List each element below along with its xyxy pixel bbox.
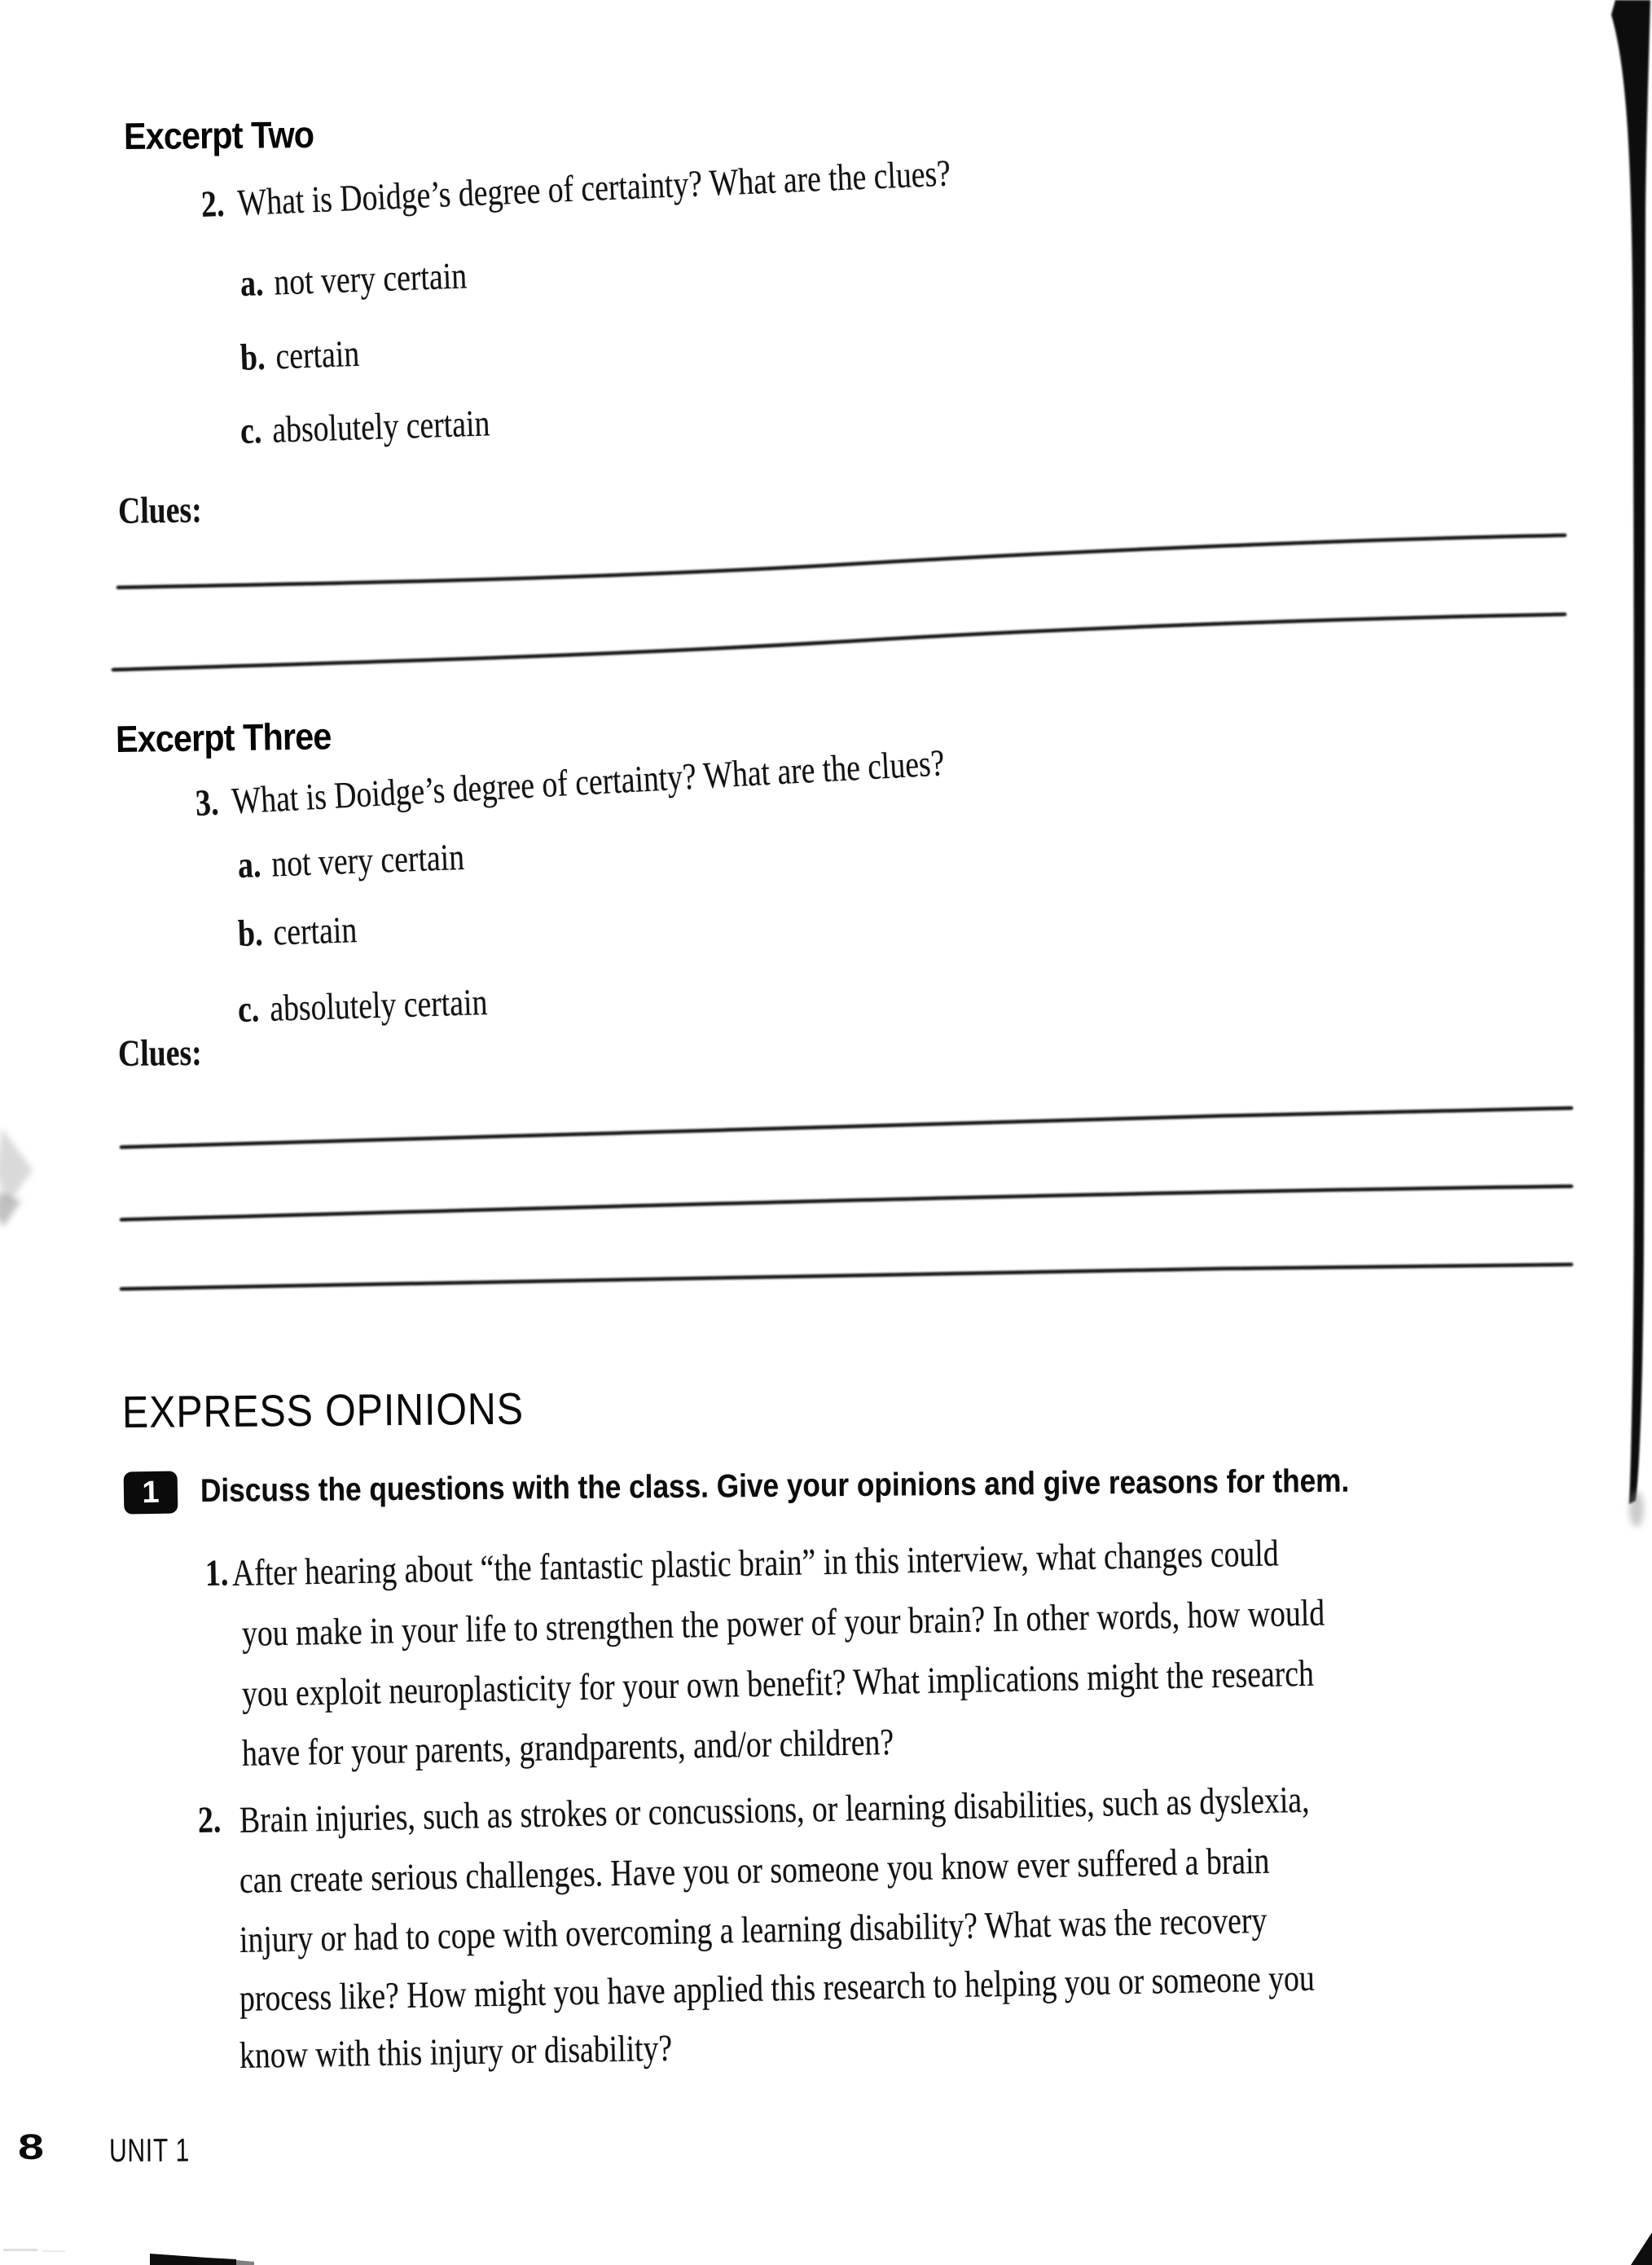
answer-line <box>121 1264 1571 1289</box>
option-3c-letter: c. <box>237 987 260 1030</box>
discussion-q1-line: After hearing about “the fantastic plastic brain” in this interview, what changes could <box>231 1532 1280 1594</box>
option-2a-letter: a. <box>239 262 265 304</box>
question-3-text: What is Doidge’s degree of certainty? What are the clues? <box>231 741 946 822</box>
question-2-number: 2. <box>200 182 226 225</box>
excerpt-three-heading: Excerpt Three <box>115 715 332 760</box>
question-3-number: 3. <box>194 781 220 824</box>
question-2 <box>200 154 951 223</box>
option-3c <box>237 980 488 1030</box>
discussion-q2-line: can create serious challenges. Have you or someone you know ever suffered a brain <box>239 1839 1270 1901</box>
option-2a <box>239 254 468 304</box>
corner-artifact <box>1631 2232 1652 2265</box>
scan-smudge <box>0 1128 33 1204</box>
discussion-q2-line: Brain injuries, such as strokes or concussions, or learning disabilities, such as dyslexia, <box>239 1778 1310 1841</box>
question-2-text: What is Doidge’s degree of certainty? What are the clues? <box>236 152 951 224</box>
clues-label-excerpt-three: Clues: <box>117 1031 202 1074</box>
discussion-q2-line: process like? How might you have applied this research to helping you or someone you <box>239 1956 1316 2019</box>
unit-label: UNIT 1 <box>108 2132 191 2169</box>
excerpt-two-heading: Excerpt Two <box>123 112 314 157</box>
option-3c-text: absolutely certain <box>269 980 488 1029</box>
option-2b-text: certain <box>275 332 360 377</box>
clues-label-excerpt-two: Clues: <box>117 488 203 531</box>
scan-smudge <box>0 1191 21 1227</box>
option-2c <box>239 404 490 450</box>
discussion-q1-line: you exploit neuroplasticity for your own benefit? What implications might the research <box>241 1651 1315 1714</box>
answer-line <box>113 614 1565 670</box>
discussion-q1-line: have for your parents, grandparents, and/or children? <box>241 1721 894 1774</box>
option-3b-text: certain <box>272 908 358 953</box>
exercise-1-instruction: Discuss the questions with the class. Give your opinions and give reasons for them. <box>200 1462 1350 1509</box>
option-2a-text: not very certain <box>273 254 468 303</box>
answer-line <box>121 1108 1571 1147</box>
option-2b-letter: b. <box>239 335 266 378</box>
option-3a-text: not very certain <box>270 835 465 885</box>
option-2b <box>239 332 360 378</box>
answer-line <box>118 535 1565 587</box>
page-number: 8 <box>17 2126 44 2167</box>
discussion-q2-line: know with this injury or disability? <box>239 2026 673 2076</box>
discussion-q2-number: 2. <box>197 1798 222 1841</box>
answer-line <box>121 1186 1571 1220</box>
page-bottom-artifact <box>236 2260 254 2265</box>
option-3b <box>237 908 358 954</box>
option-3a <box>237 835 465 886</box>
discussion-q1-number: 1. <box>204 1551 229 1594</box>
scan-edge-fade <box>1629 1491 1644 1527</box>
exercise-1-badge <box>124 1471 178 1514</box>
option-2c-text: absolutely certain <box>271 402 491 451</box>
discussion-q2-line: injury or had to cope with overcoming a learning disability? What was the recovery <box>239 1898 1268 1960</box>
scan-speck <box>3 2249 37 2251</box>
option-3b-letter: b. <box>237 912 264 954</box>
exercise-1-badge-number: 1 <box>142 1475 160 1511</box>
option-2c-letter: c. <box>239 409 262 451</box>
discussion-q1-line: you make in your life to strengthen the power of your brain? In other words, how would <box>241 1591 1325 1654</box>
scan-edge-artifact <box>1611 0 1650 1504</box>
page-bottom-artifact <box>150 2254 236 2265</box>
scan-speck <box>42 2250 65 2252</box>
express-opinions-heading: EXPRESS OPINIONS <box>121 1383 525 1437</box>
option-3a-letter: a. <box>237 842 262 886</box>
